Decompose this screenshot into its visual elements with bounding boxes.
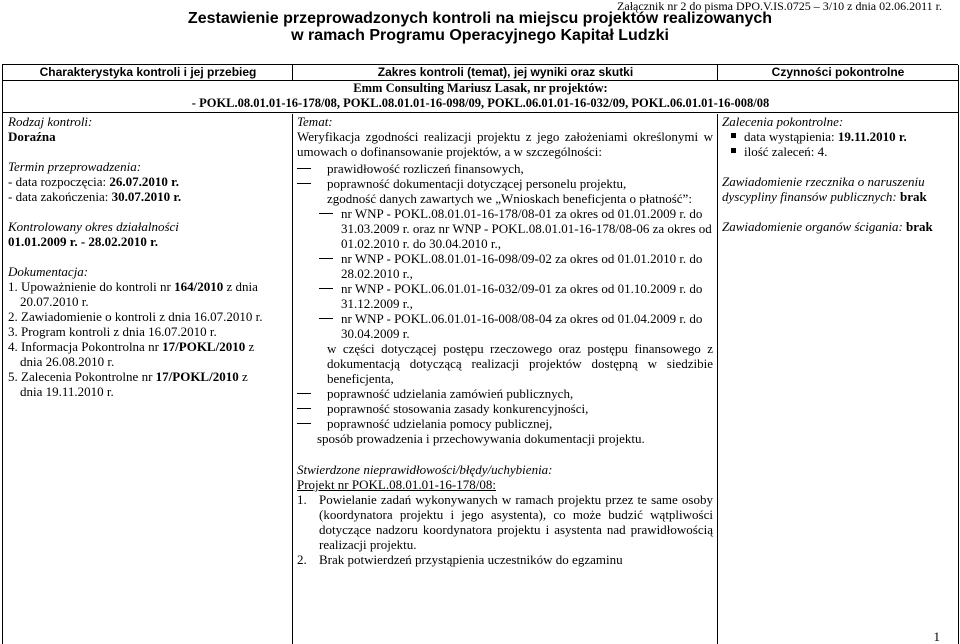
doc-item-1 (8, 279, 288, 294)
scope-item-5: poprawność stosowania zasady konkurencyjności, (297, 401, 713, 416)
recommendation-count: ilość zaleceń: 4. (722, 144, 954, 159)
scope-item-6: poprawność udzielania pomocy publicznej, (297, 416, 713, 431)
payment-claim-3: nr WNP - POKL.06.01.01-16-032/09-01 za okres od 01.10.2009 r. do 31.12.2009 r., (297, 281, 713, 311)
control-type-label: Rodzaj kontroli: (8, 114, 93, 129)
doc-item-5-suffix: z (238, 369, 248, 384)
doc-item-1-text: 1. Upoważnienie do kontroli nr (8, 279, 175, 294)
finding-1 (297, 492, 713, 552)
header-follow-up: Czynności pokontrolne (771, 65, 905, 79)
header-scope: Zakres kontroli (temat), jej wyniki oraz skutki (377, 65, 634, 79)
topic-text: Weryfikacja zgodności realizacji projektu z jego założeniami określonymi w umowach o dofinansowanie projektów, a w szczególności: (297, 129, 713, 159)
title-line-2: w ramach Programu Operacyjnego Kapitał Ludzki (291, 27, 669, 44)
annex-reference: Załącznik nr 2 do pisma DPO.V.IS.0725 – 3/10 z dnia 02.06.2011 r. (617, 0, 942, 13)
start-date-value: 26.07.2010 r. (109, 174, 179, 189)
doc-item-2: 2. Zawiadomienie o kontroli z dnia 16.07.2010 r. (8, 309, 263, 324)
documentation-label: Dokumentacja: (8, 264, 89, 279)
end-date-line (8, 189, 288, 204)
period-label: Kontrolowany okres działalności (8, 219, 179, 234)
column-divider-1 (292, 114, 293, 644)
notice-prosecution-value: brak (906, 219, 933, 234)
scope-item-3: zgodność danych zawartych we „Wnioskach beneficjenta o płatność”: (327, 191, 692, 206)
recommendation-date (722, 129, 954, 144)
doc-item-5 (8, 369, 288, 384)
scope-closing: sposób prowadzenia i przechowywania dokumentacji projektu. (317, 431, 645, 446)
recommendations-label: Zalecenia pokontrolne: (722, 114, 844, 129)
start-date-line (8, 174, 288, 189)
finding-2-text: Brak potwierdzeń przystąpienia uczestników do egzaminu (319, 552, 623, 567)
header-characteristics: Charakterystyka kontroli i jej przebieg (39, 65, 257, 79)
term-label: Termin przeprowadzenia: (8, 159, 142, 174)
doc-item-4 (8, 339, 288, 354)
document-title (0, 10, 960, 44)
notice-spokesperson-value: brak (900, 189, 927, 204)
recommendation-date-label: data wystąpienia: (744, 129, 838, 144)
notice-spokesperson (722, 174, 954, 204)
follow-up-column (722, 114, 954, 234)
project-numbers: - POKL.08.01.01-16-178/08, POKL.08.01.01-16-098/09, POKL.06.01.01-16-032/09, POKL.06.01.01-16-008/08 (191, 96, 770, 110)
findings-label: Stwierdzone nieprawidłowości/błędy/uchybienia: (297, 462, 553, 477)
recommendation-date-value: 19.11.2010 r. (837, 129, 907, 144)
table-header-row (3, 65, 958, 81)
topic-label: Temat: (297, 114, 333, 129)
finding-2-number: 2. (297, 552, 307, 567)
finding-1-number: 1. (297, 492, 307, 507)
doc-item-5-text: 5. Zalecenia Pokontrolne nr (8, 369, 156, 384)
finding-1-text: Powielanie zadań wykonywanych w ramach projektu przez te same osoby (koordynatora projektu i jego asystenta), co może budzić wątpliwości dotyczące nadzoru koordynatora projektu i asystenta nad prawidłowością realizacji projektu. (319, 492, 713, 552)
period-value: 01.01.2009 r. - 28.02.2010 r. (8, 234, 158, 249)
doc-item-4-text: 4. Informacja Pokontrolna nr (8, 339, 163, 354)
doc-item-4-number: 17/POKL/2010 (162, 339, 246, 354)
end-date-label: - data zakończenia: (8, 189, 112, 204)
control-type-value: Doraźna (8, 129, 56, 144)
title-line-1: Zestawienie przeprowadzonych kontroli na miejscu projektów realizowanych (187, 10, 773, 27)
doc-item-1-number: 164/2010 (174, 279, 224, 294)
characteristics-column (8, 114, 288, 399)
column-divider-2 (717, 114, 718, 644)
payment-claim-1: nr WNP - POKL.08.01.01-16-178/08-01 za okres od 01.01.2009 r. do 31.03.2009 r. oraz nr WNP - POKL.08.01.01-16-178/08-06 za okres od 01.02.2010 r. do 30.04.2010 r., (297, 206, 713, 251)
notice-prosecution-label: Zawiadomienie organów ścigania: (722, 219, 907, 234)
payment-claim-2: nr WNP - POKL.08.01.01-16-098/09-02 za okres od 01.01.2010 r. do 28.02.2010 r., (297, 251, 713, 281)
header-divider-1 (292, 65, 293, 81)
scope-column (297, 114, 713, 567)
beneficiary-row (3, 81, 958, 113)
scope-item-1: prawidłowość rozliczeń finansowych, (297, 161, 713, 176)
notice-spokesperson-label: Zawiadomienie rzecznika o naruszeniu dyscypliny finansów publicznych: (722, 174, 925, 204)
end-date-value: 30.07.2010 r. (111, 189, 182, 204)
doc-item-5-date: dnia 19.11.2010 r. (20, 384, 114, 399)
notice-prosecution (722, 219, 954, 234)
table-right-border (958, 65, 959, 644)
start-date-label: - data rozpoczęcia: (8, 174, 110, 189)
beneficiary-name: Emm Consulting Mariusz Lasak, nr projektów: (353, 81, 608, 95)
page-number: 1 (933, 629, 940, 644)
doc-item-4-suffix: z (245, 339, 255, 354)
scope-paragraph: w części dotyczącej postępu rzeczowego oraz postępu finansowego z dokumentacją dotyczącą realizacji projektów dostępną w siedzibie beneficjenta, (327, 341, 713, 386)
finding-2 (297, 552, 713, 567)
header-divider-2 (717, 65, 718, 81)
doc-item-3: 3. Program kontroli z dnia 16.07.2010 r. (8, 324, 217, 339)
controls-table (2, 64, 958, 644)
doc-item-5-number: 17/POKL/2010 (155, 369, 239, 384)
scope-item-4: poprawność udzielania zamówień publicznych, (297, 386, 713, 401)
scope-item-2: poprawność dokumentacji dotyczącej personelu projektu, (297, 176, 713, 191)
doc-item-1-date: 20.07.2010 r. (20, 294, 89, 309)
doc-item-1-suffix: z dnia (223, 279, 258, 294)
payment-claim-4: nr WNP - POKL.06.01.01-16-008/08-04 za okres od 01.04.2009 r. do 30.04.2009 r. (297, 311, 713, 341)
findings-project: Projekt nr POKL.08.01.01-16-178/08: (297, 477, 496, 492)
doc-item-4-date: dnia 26.08.2010 r. (20, 354, 115, 369)
